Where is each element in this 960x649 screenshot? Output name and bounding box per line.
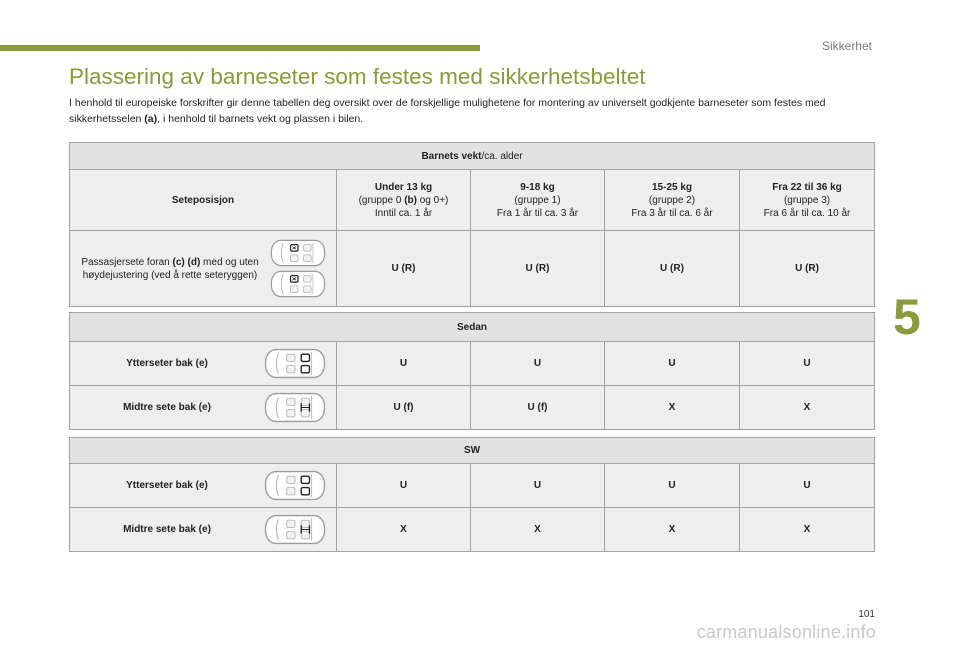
value-cell: U — [471, 464, 605, 508]
column-header-group1: 9-18 kg (gruppe 1) Fra 1 år til ca. 3 år — [471, 170, 605, 231]
rear-middle-seat-cell — [70, 386, 337, 430]
intro-text-before: I henhold til europeiske forskrifter gir denne tabellen deg oversikt over de forskjellige mulighetene for montering av universelt godkjente barneseter som festes med sikkerhetsselen — [69, 97, 826, 125]
car-seat-front-passenger-icon — [270, 270, 326, 298]
table-row — [70, 464, 875, 508]
intro-ref-a: (a) — [144, 113, 158, 125]
column-header-group3: Fra 22 til 36 kg (gruppe 3) Fra 6 år til ca. 10 år — [740, 170, 875, 231]
section-header-sw: SW — [70, 438, 875, 464]
intro-text-after: , i henhold til barnets vekt og plassen i bilen. — [157, 113, 364, 125]
value-cell: U (R) — [740, 231, 875, 307]
sedan-table — [69, 312, 875, 430]
watermark: carmanualsonline.info — [696, 622, 876, 642]
value-cell: U — [471, 342, 605, 386]
rear-middle-seat-label: Midtre sete bak (e) — [123, 402, 211, 413]
value-cell: U (R) — [471, 231, 605, 307]
sw-table — [69, 437, 875, 552]
value-cell: U — [337, 464, 471, 508]
value-cell: U — [605, 464, 740, 508]
chapter-number: 5 — [893, 289, 921, 345]
value-cell: U (R) — [337, 231, 471, 307]
intro-paragraph — [69, 95, 877, 127]
page-number: 101 — [858, 609, 875, 620]
page-title: Plassering av barneseter som festes med sikkerhetsbeltet — [69, 64, 646, 89]
value-cell: U (R) — [605, 231, 740, 307]
table-row — [70, 508, 875, 552]
weight-table — [69, 142, 875, 307]
value-cell: X — [740, 386, 875, 430]
car-seat-front-passenger-icon — [270, 239, 326, 267]
weight-header: Barnets vekt/ca. alder — [70, 143, 875, 170]
value-cell: U — [605, 342, 740, 386]
rear-outer-seat-label: Ytterseter bak (e) — [126, 480, 208, 491]
header-accent-bar — [0, 45, 480, 51]
rear-outer-seat-cell — [70, 342, 337, 386]
column-header-group0: Under 13 kg (gruppe 0 (b) og 0+) Inntil ca. 1 år — [337, 170, 471, 231]
table-row — [70, 231, 875, 307]
value-cell: U — [740, 342, 875, 386]
seat-position-header: Seteposisjon — [70, 170, 337, 231]
column-header-group2: 15-25 kg (gruppe 2) Fra 3 år til ca. 6 år — [605, 170, 740, 231]
car-seat-rear-middle-icon — [264, 392, 326, 423]
rear-outer-seat-cell — [70, 464, 337, 508]
value-cell: X — [337, 508, 471, 552]
rear-middle-seat-label: Midtre sete bak (e) — [123, 524, 211, 535]
value-cell: X — [740, 508, 875, 552]
rear-middle-seat-cell — [70, 508, 337, 552]
value-cell: X — [605, 508, 740, 552]
table-row — [70, 386, 875, 430]
value-cell: U — [740, 464, 875, 508]
rear-outer-seat-label: Ytterseter bak (e) — [126, 358, 208, 369]
value-cell: U — [337, 342, 471, 386]
section-name: Sikkerhet — [821, 39, 872, 53]
car-seat-rear-middle-icon — [264, 514, 326, 545]
car-seat-rear-outer-icon — [264, 348, 326, 379]
section-header-sedan: Sedan — [70, 313, 875, 342]
front-passenger-seat-cell — [70, 231, 337, 307]
table-row — [70, 342, 875, 386]
value-cell: X — [471, 508, 605, 552]
front-passenger-seat-label: Passasjersete foran (c) (d) med og uten høydejustering (ved å rette seteryggen) — [81, 256, 259, 281]
car-seat-rear-outer-icon — [264, 470, 326, 501]
value-cell: U (f) — [337, 386, 471, 430]
value-cell: X — [605, 386, 740, 430]
value-cell: U (f) — [471, 386, 605, 430]
